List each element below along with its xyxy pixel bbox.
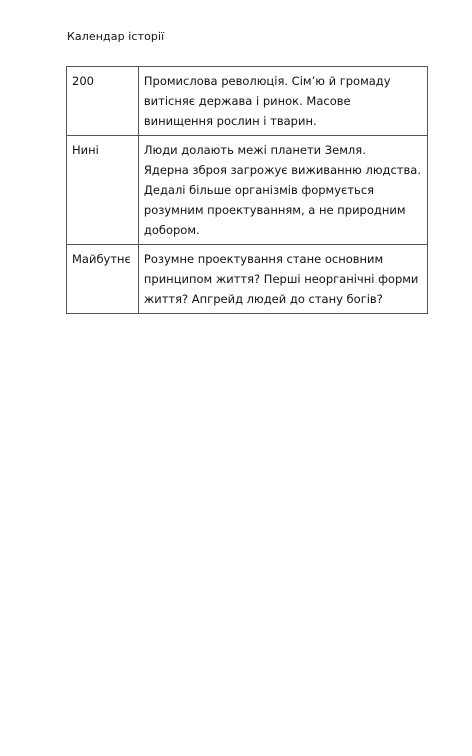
table-row: [67, 245, 428, 314]
era-cell: Майбутнє: [67, 245, 139, 314]
description-line: Ядерна зброя загрожує виживанню людства.: [143, 163, 421, 177]
history-calendar-table: [66, 66, 428, 314]
description-line: Промислова революція. Сім’ю й громаду: [143, 74, 391, 88]
description-cell: [138, 245, 427, 314]
description-line: розумним проектуванням, а не природним: [143, 203, 406, 217]
description-cell: [138, 67, 427, 136]
description-line: Розумне проектування стане основним: [143, 252, 384, 266]
description-line: витісняє держава і ринок. Масове: [143, 94, 351, 108]
table-row: [67, 136, 428, 245]
page-header-title: Календар історії: [67, 30, 165, 43]
description-line: Дедалі більше організмів формується: [143, 183, 375, 197]
description-line: винищення рослин і тварин.: [143, 114, 317, 128]
table-row: [67, 67, 428, 136]
description-line: Люди долають межі планети Земля.: [143, 143, 366, 157]
era-cell: Нині: [67, 136, 139, 245]
description-line: принципом життя? Перші неорганічні форми: [143, 272, 419, 286]
description-line: життя? Апгрейд людей до стану богів?: [143, 292, 383, 306]
era-cell: 200: [67, 67, 139, 136]
description-cell: [138, 136, 427, 245]
description-line: добором.: [143, 223, 200, 237]
